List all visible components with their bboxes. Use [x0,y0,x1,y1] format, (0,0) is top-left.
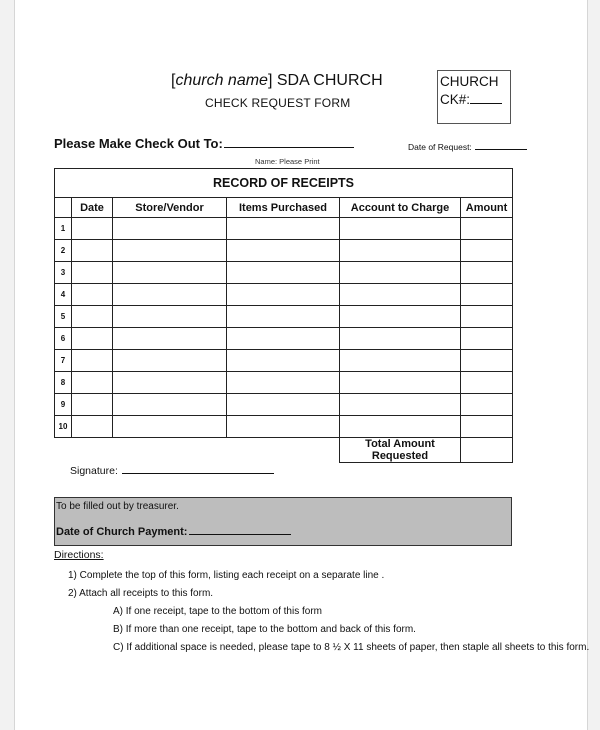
amount-cell[interactable] [461,350,513,372]
form-page [14,0,588,730]
column-header-date: Date [72,198,113,218]
store-vendor-cell[interactable] [113,262,227,284]
total-spacer [55,438,340,463]
date-cell[interactable] [72,350,113,372]
amount-cell[interactable] [461,394,513,416]
items-purchased-cell[interactable] [227,350,340,372]
total-amount-cell[interactable] [461,438,513,463]
items-purchased-cell[interactable] [227,240,340,262]
receipts-caption: RECORD OF RECEIPTS [55,169,513,198]
amount-cell[interactable] [461,306,513,328]
store-vendor-cell[interactable] [113,394,227,416]
row-number: 2 [55,240,72,262]
date-cell[interactable] [72,306,113,328]
treasurer-note: To be filled out by treasurer. [56,501,179,512]
store-vendor-cell[interactable] [113,240,227,262]
account-to-charge-cell[interactable] [340,306,461,328]
account-to-charge-cell[interactable] [340,350,461,372]
form-subtitle: CHECK REQUEST FORM [205,96,351,110]
store-vendor-cell[interactable] [113,218,227,240]
church-payment-date-field: Date of Church Payment: [56,525,291,538]
date-cell[interactable] [72,372,113,394]
table-row [55,306,513,328]
store-vendor-cell[interactable] [113,284,227,306]
row-number: 1 [55,218,72,240]
account-to-charge-cell[interactable] [340,394,461,416]
row-number: 4 [55,284,72,306]
direction-item: 1) Complete the top of this form, listing each receipt on a separate line . [68,570,385,581]
items-purchased-cell[interactable] [227,284,340,306]
date-cell[interactable] [72,416,113,438]
items-purchased-cell[interactable] [227,416,340,438]
payee-field: Please Make Check Out To: [54,136,354,151]
form-title: [church name] SDA CHURCH [171,72,383,89]
row-number: 5 [55,306,72,328]
table-row [55,394,513,416]
amount-cell[interactable] [461,328,513,350]
account-to-charge-cell[interactable] [340,416,461,438]
table-header-row [55,198,513,218]
direction-item: C) If additional space is needed, please tape to 8 ½ X 11 sheets of paper, then staple all sheets to this form. [113,642,590,653]
date-cell[interactable] [72,262,113,284]
table-row [55,328,513,350]
table-row [55,262,513,284]
signature-field: Signature: [70,464,274,477]
signature-line[interactable] [122,464,274,474]
account-to-charge-cell[interactable] [340,218,461,240]
date-cell[interactable] [72,218,113,240]
column-header-items-purchased: Items Purchased [227,198,340,218]
table-row [55,218,513,240]
total-row [55,438,513,463]
row-number: 9 [55,394,72,416]
items-purchased-cell[interactable] [227,218,340,240]
date-cell[interactable] [72,328,113,350]
row-number: 6 [55,328,72,350]
store-vendor-cell[interactable] [113,416,227,438]
table-row [55,284,513,306]
items-purchased-cell[interactable] [227,372,340,394]
direction-item: B) If more than one receipt, tape to the bottom and back of this form. [113,624,416,635]
treasurer-section [54,497,512,546]
amount-cell[interactable] [461,284,513,306]
church-name-placeholder: church name [175,72,268,89]
row-number: 10 [55,416,72,438]
store-vendor-cell[interactable] [113,306,227,328]
account-to-charge-cell[interactable] [340,372,461,394]
amount-cell[interactable] [461,372,513,394]
store-vendor-cell[interactable] [113,328,227,350]
account-to-charge-cell[interactable] [340,284,461,306]
church-payment-date-line[interactable] [189,525,291,535]
direction-item: A) If one receipt, tape to the bottom of this form [113,606,322,617]
store-vendor-cell[interactable] [113,372,227,394]
payee-line[interactable] [224,137,354,148]
check-number-line[interactable] [470,91,502,104]
row-number: 8 [55,372,72,394]
table-row [55,416,513,438]
account-to-charge-cell[interactable] [340,262,461,284]
name-hint: Name: Please Print [255,157,320,166]
date-of-request-line[interactable] [475,141,527,150]
table-row [55,350,513,372]
row-number: 3 [55,262,72,284]
column-header-account-to-charge: Account to Charge [340,198,461,218]
amount-cell[interactable] [461,262,513,284]
date-of-request-field: Date of Request: [408,141,527,152]
direction-item: 2) Attach all receipts to this form. [68,588,214,599]
column-header-store-vendor: Store/Vendor [113,198,227,218]
items-purchased-cell[interactable] [227,328,340,350]
receipts-table [54,168,513,463]
items-purchased-cell[interactable] [227,262,340,284]
church-check-number-box: CHURCH CK#: [437,70,511,124]
row-number: 7 [55,350,72,372]
amount-cell[interactable] [461,218,513,240]
items-purchased-cell[interactable] [227,394,340,416]
amount-cell[interactable] [461,416,513,438]
date-cell[interactable] [72,394,113,416]
amount-cell[interactable] [461,240,513,262]
directions-heading: Directions: [54,549,104,561]
row-number-header [55,198,72,218]
table-row [55,240,513,262]
items-purchased-cell[interactable] [227,306,340,328]
column-header-amount: Amount [461,198,513,218]
total-amount-label: Total Amount Requested [340,438,461,463]
store-vendor-cell[interactable] [113,350,227,372]
account-to-charge-cell[interactable] [340,240,461,262]
table-row [55,372,513,394]
date-cell[interactable] [72,284,113,306]
account-to-charge-cell[interactable] [340,328,461,350]
date-cell[interactable] [72,240,113,262]
